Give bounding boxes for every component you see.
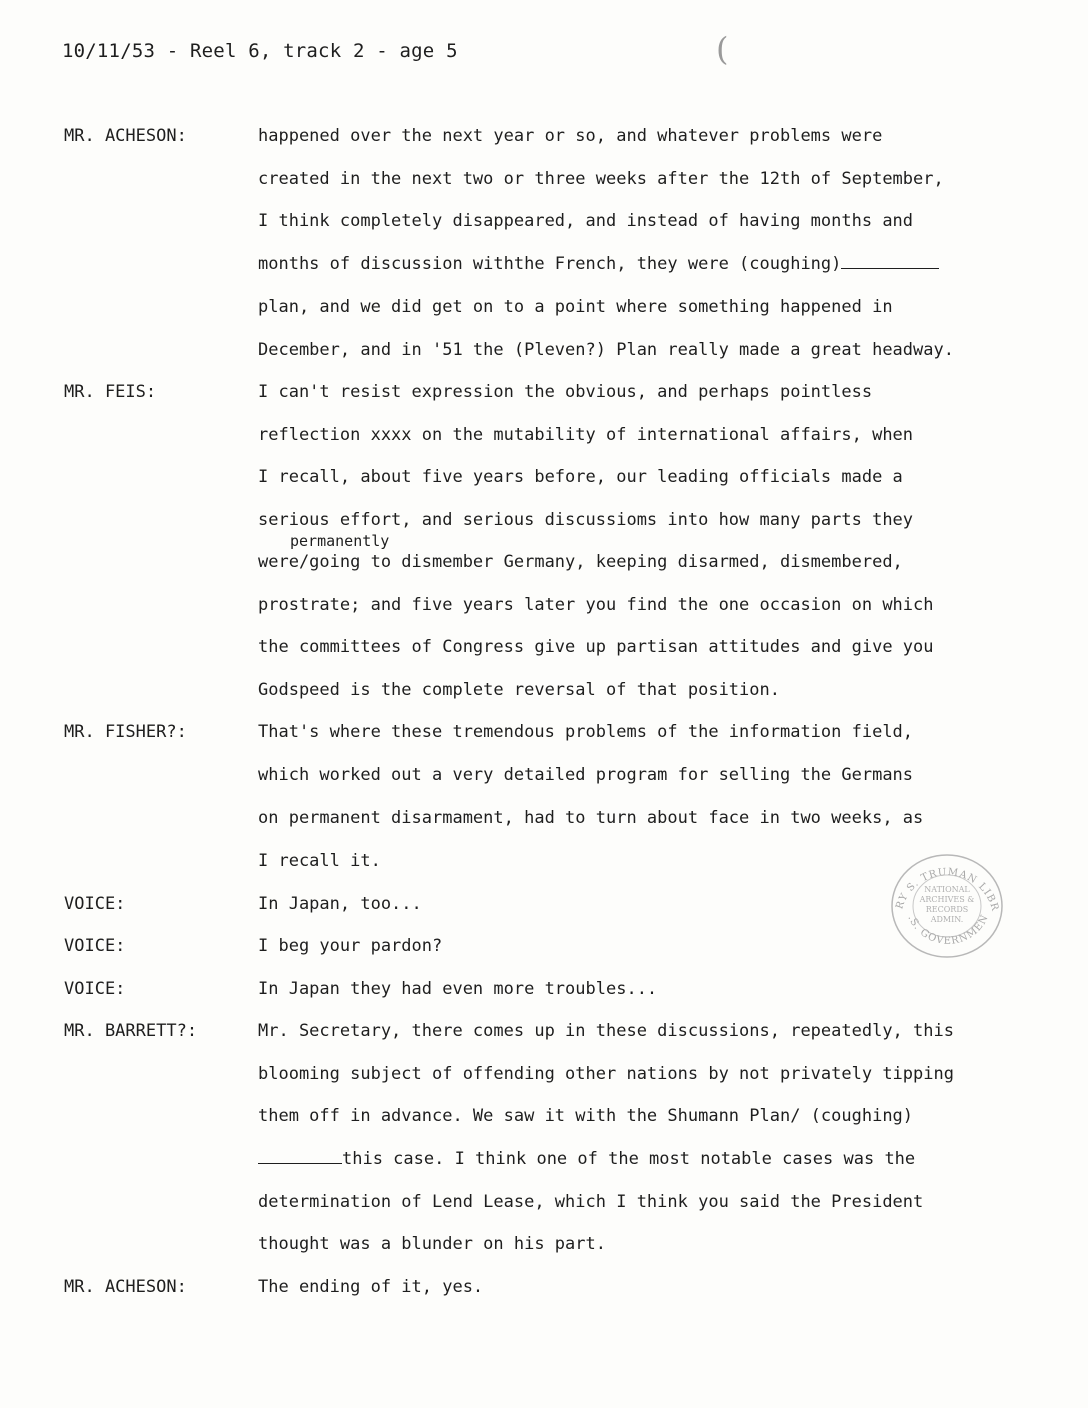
transcript-line: prostrate; and five years later you find the one occasion on which: [258, 595, 934, 615]
transcript-line: them off in advance. We saw it with the Shumann Plan/ (coughing): [258, 1106, 914, 1126]
stamp-ring-top: RY S. TRUMAN LIBR: [894, 866, 1001, 913]
transcript-line: I think completely disappeared, and instead of having months and: [258, 211, 914, 231]
stamp-center-line: ADMIN.: [930, 915, 964, 924]
transcript-line: [258, 254, 939, 274]
transcript-line: serious effort, and serious discussioms into how many parts they: [258, 510, 914, 530]
speaker-voice: VOICE:: [64, 894, 126, 914]
archive-stamp: [888, 852, 1006, 960]
transcript-line: In Japan, too...: [258, 894, 422, 914]
transcript-line: on permanent disarmament, had to turn about face in two weeks, as: [258, 808, 924, 828]
speaker-voice: VOICE:: [64, 936, 126, 956]
transcript-line: I beg your pardon?: [258, 936, 443, 956]
transcript-line: I recall, about five years before, our leading officials made a: [258, 467, 903, 487]
transcript-line: December, and in '51 the (Pleven?) Plan really made a great headway.: [258, 340, 954, 360]
speaker-fisher: MR. FISHER?:: [64, 722, 187, 742]
transcript-line: were/going to dismember Germany, keeping disarmed, dismembered,: [258, 552, 903, 572]
interlinear-insertion: permanently: [290, 532, 390, 550]
transcript-line-text: months of discussion withthe French, they were (coughing): [258, 254, 842, 274]
blank-underline: [841, 254, 939, 269]
speaker-barrett: MR. BARRETT?:: [64, 1021, 198, 1041]
transcript-line: Godspeed is the complete reversal of that position.: [258, 680, 780, 700]
stamp-center-line: NATIONAL: [924, 885, 970, 894]
transcript-line: Mr. Secretary, there comes up in these discussions, repeatedly, this: [258, 1021, 954, 1041]
transcript-line: determination of Lend Lease, which I think you said the President: [258, 1192, 924, 1212]
speaker-feis: MR. FEIS:: [64, 382, 157, 402]
transcript-line: I can't resist expression the obvious, and perhaps pointless: [258, 382, 873, 402]
transcript-line: The ending of it, yes.: [258, 1277, 484, 1297]
transcript-line: reflection xxxx on the mutability of international affairs, when: [258, 425, 914, 445]
stamp-center-line: ARCHIVES &: [919, 895, 975, 904]
transcript-line: plan, and we did get on to a point where something happened in: [258, 297, 893, 317]
page-header: 10/11/53 - Reel 6, track 2 - age 5: [62, 40, 458, 62]
transcript-line-text: this case. I think one of the most notable cases was the: [342, 1149, 916, 1169]
transcript-line: I recall it.: [258, 851, 381, 871]
transcript-line: blooming subject of offending other nations by not privately tipping: [258, 1064, 954, 1084]
transcript-line: In Japan they had even more troubles...: [258, 979, 658, 999]
transcript-line: happened over the next year or so, and whatever problems were: [258, 126, 883, 146]
stamp-ring-bottom: .S. GOVERNMEN: [905, 912, 991, 947]
corner-mark: (: [716, 30, 729, 68]
transcript-line: thought was a blunder on his part.: [258, 1234, 606, 1254]
transcript-line: created in the next two or three weeks after the 12th of September,: [258, 169, 944, 189]
speaker-voice: VOICE:: [64, 979, 126, 999]
speaker-acheson: MR. ACHESON:: [64, 126, 187, 146]
transcript-line: That's where these tremendous problems of the information field,: [258, 722, 914, 742]
transcript-line: [258, 1149, 915, 1169]
transcript-line: the committees of Congress give up partisan attitudes and give you: [258, 637, 934, 657]
stamp-center-line: RECORDS: [925, 905, 969, 914]
speaker-acheson: MR. ACHESON:: [64, 1277, 187, 1297]
blank-underline: [258, 1149, 342, 1164]
transcript-line: which worked out a very detailed program for selling the Germans: [258, 765, 914, 785]
